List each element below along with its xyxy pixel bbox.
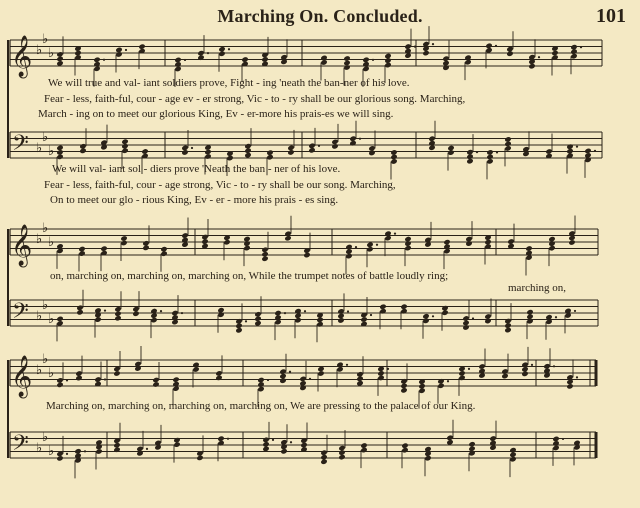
notehead [75, 375, 82, 381]
page-title: Marching On. Concluded. [217, 6, 423, 26]
augmentation-dot [160, 310, 162, 312]
augmentation-dot [576, 376, 578, 378]
augmentation-dot [103, 59, 105, 61]
augmentation-dot [84, 450, 86, 452]
notehead [235, 327, 242, 333]
notehead [280, 448, 287, 454]
augmentation-dot [387, 368, 389, 370]
augmentation-dot [228, 48, 230, 50]
notehead [79, 148, 86, 154]
notehead [114, 315, 121, 321]
augmentation-dot [272, 439, 274, 441]
notehead [320, 458, 327, 464]
bass-clef-icon: 𝄢 [12, 131, 29, 161]
augmentation-dot [146, 448, 148, 450]
verse-2-bass-lyric: Fear - less, faith-ful, cour - age strong, Vic - to - ry shall be our song. Marching, [44, 179, 396, 191]
notehead [284, 235, 291, 241]
augmentation-dot [576, 146, 578, 148]
notehead [308, 147, 315, 153]
flat-sign: ♭ [42, 32, 49, 47]
notehead [196, 455, 203, 461]
augmentation-dot [289, 371, 291, 373]
chorus-lyric-line-1: on, marching on, marching on, marching on, While the trumpet notes of battle loudly ring; [50, 270, 449, 282]
augmentation-dot [284, 312, 286, 314]
chorus-lyric-line-1-end: marching on, [508, 282, 567, 294]
augmentation-dot [372, 59, 374, 61]
notehead [501, 373, 508, 379]
flat-sign: ♭ [36, 141, 43, 156]
notehead [338, 454, 345, 460]
page-number: 101 [596, 5, 626, 27]
notehead [142, 245, 149, 251]
augmentation-dot [267, 379, 269, 381]
augmentation-dot [370, 314, 372, 316]
notehead [428, 144, 435, 150]
flat-sign: ♭ [48, 312, 55, 327]
notehead [506, 50, 513, 56]
flat-sign: ♭ [42, 352, 49, 367]
notehead [521, 371, 528, 377]
augmentation-dot [553, 365, 555, 367]
augmentation-dot [104, 378, 106, 380]
notehead [465, 240, 472, 246]
flat-sign: ♭ [48, 144, 55, 159]
augmentation-dot [394, 233, 396, 235]
notehead [215, 375, 222, 381]
flat-sign: ♭ [36, 232, 43, 247]
flat-sign: ♭ [48, 444, 55, 459]
notehead [261, 256, 268, 262]
notehead [244, 152, 251, 158]
augmentation-dot [184, 59, 186, 61]
augmentation-dot [432, 315, 434, 317]
augmentation-dot [472, 317, 474, 319]
augmentation-dot [359, 138, 361, 140]
flat-sign: ♭ [42, 298, 49, 313]
flat-sign: ♭ [42, 130, 49, 145]
augmentation-dot [476, 151, 478, 153]
flat-sign: ♭ [36, 309, 43, 324]
augmentation-dot [495, 45, 497, 47]
notehead [287, 149, 294, 155]
notehead [303, 252, 310, 258]
flat-sign: ♭ [42, 221, 49, 236]
augmentation-dot [432, 43, 434, 45]
notehead [442, 64, 449, 70]
notehead [56, 455, 63, 461]
notehead [504, 327, 511, 333]
notehead [152, 381, 159, 387]
augmentation-dot [304, 310, 306, 312]
augmentation-dot [562, 438, 564, 440]
augmentation-dot [414, 45, 416, 47]
augmentation-dot [66, 379, 68, 381]
augmentation-dot [555, 316, 557, 318]
augmentation-dot [66, 453, 68, 455]
flat-sign: ♭ [48, 366, 55, 381]
notehead [279, 377, 286, 383]
flat-sign: ♭ [36, 363, 43, 378]
flat-sign: ♭ [36, 43, 43, 58]
augmentation-dot [594, 150, 596, 152]
augmentation-dot [574, 310, 576, 312]
treble-clef-icon: 𝄞 [11, 36, 33, 77]
augmentation-dot [531, 364, 533, 366]
notehead [528, 63, 535, 69]
verse-3-treble-lyric: March - ing on to meet our glorious King, Ev - er-more his prais-es we will sing. [38, 108, 394, 120]
treble-clef-icon: 𝄞 [11, 356, 33, 397]
verse-1-bass-lyric: We will val- iant sol - diers prove 'Neath the ban - ner of his love. [52, 163, 341, 175]
augmentation-dot [355, 246, 357, 248]
notehead [484, 318, 491, 324]
augmentation-dot [376, 244, 378, 246]
notehead [568, 239, 575, 245]
notehead [76, 309, 83, 315]
augmentation-dot [580, 46, 582, 48]
augmentation-dot [496, 151, 498, 153]
notehead [337, 317, 344, 323]
augmentation-dot [181, 312, 183, 314]
treble-clef-icon: 𝄞 [11, 225, 33, 266]
augmentation-dot [309, 378, 311, 380]
augmentation-dot [538, 56, 540, 58]
notehead [113, 447, 120, 453]
chorus-lyric-line-2: Marching on, marching on, marching on, marching on, We are pressing to the palace of our King. [46, 400, 476, 412]
notehead [400, 387, 407, 393]
augmentation-dot [104, 309, 106, 311]
notehead [462, 324, 469, 330]
bass-clef-icon: 𝄢 [12, 431, 29, 461]
augmentation-dot [207, 52, 209, 54]
notehead [566, 383, 573, 389]
verse-2-treble-lyric: Fear - less, faith-ful, cour - age ev - er strong, Vic - to - ry shall be our glorious song. Marching, [44, 93, 466, 105]
notehead [368, 150, 375, 156]
augmentation-dot [347, 310, 349, 312]
verse-1-treble-lyric: We will true and val- iant soldiers prove, Fight - ing 'neath the ban-ner of his love. [48, 77, 410, 89]
augmentation-dot [290, 441, 292, 443]
augmentation-dot [245, 320, 247, 322]
notehead [466, 158, 473, 164]
flat-sign: ♭ [48, 46, 55, 61]
augmentation-dot [191, 147, 193, 149]
flat-sign: ♭ [42, 430, 49, 445]
flat-sign: ♭ [36, 441, 43, 456]
bass-clef-icon: 𝄢 [12, 299, 29, 329]
augmentation-dot [318, 145, 320, 147]
augmentation-dot [346, 364, 348, 366]
augmentation-dot [468, 368, 470, 370]
notehead [422, 50, 429, 56]
augmentation-dot [447, 380, 449, 382]
verse-3-bass-lyric: On to meet our glo - rious King, Ev - er - more his prais - es sing. [50, 194, 339, 206]
augmentation-dot [125, 49, 127, 51]
notehead [56, 382, 63, 388]
notehead [113, 370, 120, 376]
notehead [331, 143, 338, 149]
augmentation-dot [227, 438, 229, 440]
notehead [254, 320, 261, 326]
notehead [349, 140, 356, 146]
notehead [181, 149, 188, 155]
flat-sign: ♭ [48, 235, 55, 250]
notehead [132, 310, 139, 316]
